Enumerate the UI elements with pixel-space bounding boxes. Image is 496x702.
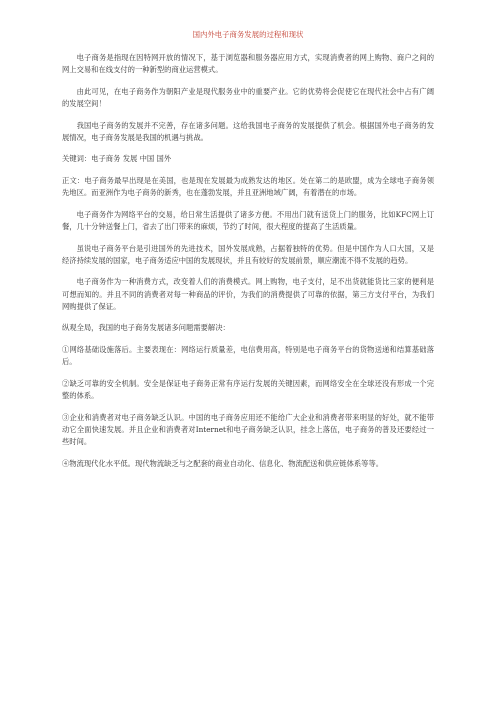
paragraph: 电子商务是指现在因特网开放的情况下，基于浏览器和服务器应用方式，实现消费者的网上购物、商户之间的网上交易和在线支付的一种新型的商业运营模式。 xyxy=(62,53,434,75)
paragraph: 纵观全局，我国的电子商务发展诸多问题需要解决： xyxy=(62,323,230,333)
paragraph: 由此可见，在电子商务作为朝阳产业是现代服务业中的重要产业。它的优势将会促使它在现代社会中占有广阔的发展空间！ xyxy=(62,86,434,108)
paragraph: ①网络基础设施落后。主要表现在：网络运行质量差，电信费用高，特别是电子商务平台的货物送递和结算基础落后。 xyxy=(62,344,434,367)
document-body xyxy=(62,52,434,470)
document-title: 国内外电子商务发展的过程和现状 xyxy=(192,30,304,39)
paragraph: 虽说电子商务平台是引进国外的先进技术，国外发展成熟，占据着独特的优势。但是中国作为人口大国，又是经济持续发展的国家，电子商务适应中国的发展现状，并且有较好的发展前景，顺应潮流不得不发展的趋势。 xyxy=(62,243,434,265)
paragraph: ④物流现代化水平低。现代物流缺乏与之配套的商业自动化、信息化、物流配送和供应链体系等等。 xyxy=(62,458,384,468)
document-page xyxy=(62,30,434,479)
paragraph: 正文：电子商务最早出现是在美国，也是现在发展最为成熟发达的地区。处在第二的是欧盟，成为全球电子商务领先地区。而亚洲作为电子商务的新秀，也在蓬勃发展，并且亚洲地域广阔，有着潜在的市场。 xyxy=(62,175,434,198)
paragraph: 关键词：电子商务 发展 中国 国外 xyxy=(62,154,172,164)
paragraph: 电子商务作为一种消费方式，改变着人们的消费模式。网上购物，电子支付，足不出货就能货比三家的便利是可想而知的。并且不同的消费者对每一种商品的评价，为我们的消费提供了可靠的依据，第三方支付平台，为我们网购提供了保证。 xyxy=(62,277,434,311)
paragraph: 我国电子商务的发展并不完善，存在诸多问题。这给我国电子商务的发展提供了机会。根据国外电子商务的发展情况，电子商务发展是我国的机遇与挑战。 xyxy=(62,120,434,142)
paragraph: ②缺乏可靠的安全机制。安全是保证电子商务正常有序运行发展的关键因素，而网络安全在全球还没有形成一个完整的体系。 xyxy=(62,378,434,400)
paragraph: ③企业和消费者对电子商务缺乏认识。中国的电子商务应用还不能给广大企业和消费者带来明显的好处，就不能带动它全面快速发展。并且企业和消费者对Internet和电子商务缺乏认识，挂念上落伍，电子商务的普及还要经过一些时间。 xyxy=(62,412,434,446)
paragraph: 电子商务作为网络平台的交易，给日常生活提供了诸多方便。不用出门就有送货上门的服务，比如KFC网上订餐，几十分钟送餐上门，省去了出门带来的麻烦，节约了时间，很大程度的提高了生活质量。 xyxy=(62,209,434,231)
